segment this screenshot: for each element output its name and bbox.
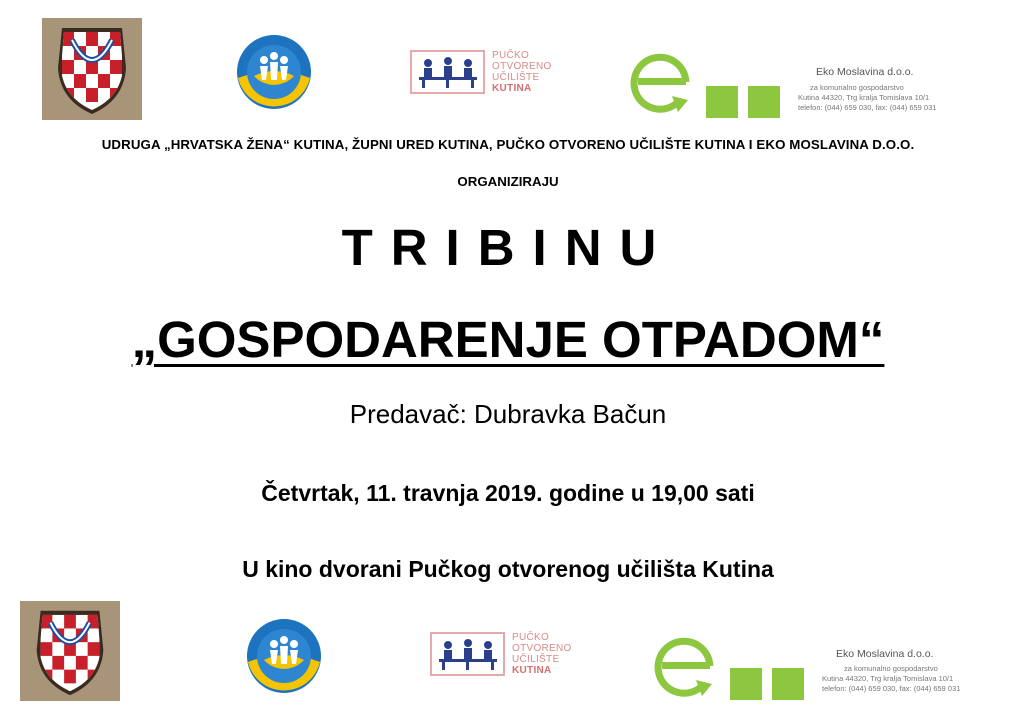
croatian-shield-icon bbox=[20, 601, 120, 701]
eko-name: Eko Moslavina d.o.o. bbox=[836, 648, 934, 660]
topic-wrap bbox=[0, 310, 1016, 369]
ucilište-name bbox=[512, 632, 572, 676]
eko-e-icon bbox=[628, 50, 700, 116]
eko-line1: za komunalno gospodarstvo bbox=[844, 664, 938, 673]
green-square-2 bbox=[748, 86, 780, 118]
classroom-icon bbox=[436, 637, 500, 671]
eko-line3: telefon: (044) 659 030, fax: (044) 659 031 bbox=[798, 103, 937, 112]
ucil-line2: OTVORENO bbox=[492, 61, 552, 72]
eko-name: Eko Moslavina d.o.o. bbox=[816, 66, 914, 78]
eko-moslavina-logo bbox=[628, 50, 968, 120]
green-square-2 bbox=[772, 668, 804, 700]
eko-address-block bbox=[822, 648, 960, 694]
ucil-line2: OTVORENO bbox=[512, 643, 572, 654]
ucilište-logo-bottom bbox=[430, 630, 580, 680]
ucil-line4: KUTINA bbox=[492, 83, 532, 94]
green-square-1 bbox=[730, 668, 762, 700]
ucil-line3: UČILIŠTE bbox=[492, 72, 540, 83]
tribinu-heading: TRIBINU bbox=[341, 219, 675, 276]
ucil-line1: PUČKO bbox=[512, 632, 550, 643]
datetime-line: Četvrtak, 11. travnja 2019. godine u 19,00 sati bbox=[261, 480, 755, 506]
eko-line1: za komunalno gospodarstvo bbox=[810, 83, 904, 92]
croatian-shield-icon bbox=[42, 18, 142, 120]
zupa-badge-logo-bottom bbox=[246, 618, 322, 694]
green-square-1 bbox=[706, 86, 738, 118]
organiziraju-heading: ORGANIZIRAJU bbox=[457, 174, 559, 189]
ucil-line4: KUTINA bbox=[512, 665, 552, 676]
ucilište-icon-box bbox=[410, 50, 485, 94]
church-badge-icon bbox=[246, 618, 322, 694]
eko-e-icon bbox=[652, 634, 724, 700]
hrvatska-zena-logo bbox=[42, 18, 142, 120]
ucil-line3: UČILIŠTE bbox=[512, 654, 560, 665]
eko-line3: telefon: (044) 659 030, fax: (044) 659 031 bbox=[822, 684, 961, 693]
church-badge-icon bbox=[236, 34, 312, 110]
eko-address-block bbox=[798, 66, 936, 113]
eko-line2: Kutina 44320, Trg kralja Tomislava 10/1 bbox=[798, 93, 930, 102]
ucilište-logo bbox=[410, 48, 560, 98]
hrvatska-zena-logo-bottom bbox=[20, 601, 120, 701]
organizers-line: UDRUGA „HRVATSKA ŽENA“ KUTINA, ŽUPNI URED KUTINA, PUČKO OTVORENO UČILIŠTE KUTINA I EKO MOSLAVINA D.O.O. bbox=[101, 137, 915, 152]
ucilište-icon-box bbox=[430, 632, 505, 676]
lecturer-line: Predavač: Dubravka Bačun bbox=[349, 399, 667, 429]
classroom-icon bbox=[416, 55, 480, 89]
ucil-line1: PUČKO bbox=[492, 50, 530, 61]
eko-moslavina-logo-bottom bbox=[652, 634, 992, 704]
venue-line: U kino dvorani Pučkog otvorenog učilišta Kutina bbox=[242, 556, 774, 582]
eko-line2: Kutina 44320, Trg kralja Tomislava 10/1 bbox=[822, 674, 954, 683]
zupa-badge-logo bbox=[236, 34, 312, 110]
topic-title: „GOSPODARENJE OTPADOM“ bbox=[131, 311, 885, 368]
ucilište-name bbox=[492, 50, 552, 94]
